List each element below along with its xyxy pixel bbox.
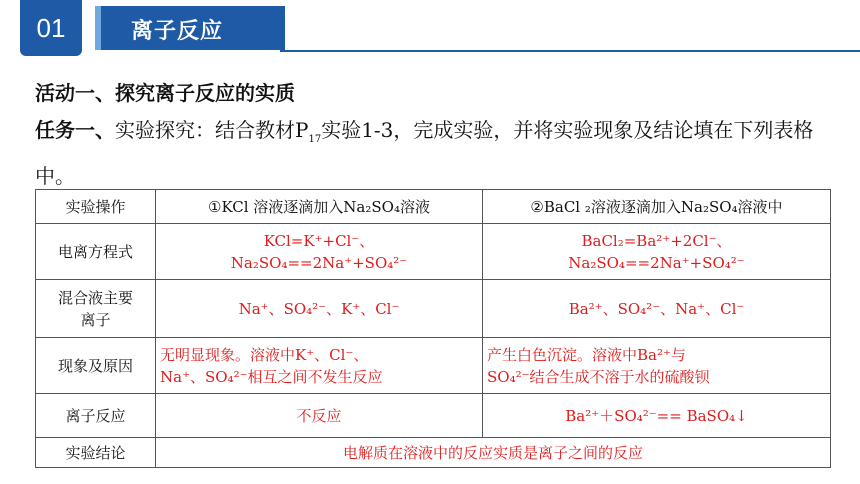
- table-row: [36, 190, 831, 224]
- banner-accent: [95, 6, 101, 50]
- task-text-a: 实验探究：结合教材P: [115, 118, 309, 142]
- cell-line: Na₂SO₄==2Na⁺+SO₄²⁻: [230, 253, 408, 272]
- row-label-line: 混合液主要: [57, 288, 133, 307]
- cell-exp1: [156, 338, 483, 394]
- table-row: [36, 224, 831, 280]
- cell-exp1: ①KCl 溶液逐滴加入Na₂SO₄溶液: [156, 190, 483, 224]
- header-rule: [280, 50, 860, 52]
- table-row: [36, 438, 831, 468]
- activity-heading: 活动一、探究离子反应的实质: [35, 81, 295, 105]
- cell-exp1: 不反应: [156, 394, 483, 438]
- cell-exp1: [156, 224, 483, 280]
- section-title: 离子反应: [131, 19, 224, 44]
- cell-exp2: Ba²⁺、SO₄²⁻、Na⁺、Cl⁻: [483, 280, 831, 338]
- cell-exp2: ②BaCl ₂溶液逐滴加入Na₂SO₄溶液中: [483, 190, 831, 224]
- cell-line: 无明显现象。溶液中K⁺、Cl⁻、: [160, 345, 369, 364]
- row-label: 实验操作: [36, 190, 156, 224]
- section-title-banner: [95, 6, 285, 50]
- table-row: [36, 280, 831, 338]
- table-row: [36, 394, 831, 438]
- section-number: 01: [36, 12, 66, 43]
- row-label-line: 离子: [80, 310, 111, 329]
- cell-line: SO₄²⁻结合生成不溶于水的硫酸钡: [487, 367, 710, 386]
- task-label: 任务一、: [35, 118, 115, 142]
- task-text-b: 实验1-3，完成实验，并将实验现象及结论填在下列表格中。: [35, 118, 814, 188]
- row-label: 电离方程式: [36, 224, 156, 280]
- cell-line: Na⁺、SO₄²⁻相互之间不发生反应: [160, 367, 383, 386]
- row-label: 离子反应: [36, 394, 156, 438]
- cell-exp2: [483, 338, 831, 394]
- cell-line: Na₂SO₄==2Na⁺+SO₄²⁻: [568, 253, 745, 272]
- cell-line: 产生白色沉淀。溶液中Ba²⁺与: [487, 345, 686, 364]
- cell-exp1: Na⁺、SO₄²⁻、K⁺、Cl⁻: [156, 280, 483, 338]
- cell-line: KCl=K⁺+Cl⁻、: [263, 231, 375, 250]
- experiment-table: [35, 189, 831, 468]
- row-label: 实验结论: [36, 438, 156, 468]
- row-label: 现象及原因: [36, 338, 156, 394]
- cell-line: BaCl₂=Ba²⁺+2Cl⁻、: [581, 231, 732, 250]
- task-paragraph: [35, 112, 835, 194]
- cell-conclusion: 电解质在溶液中的反应实质是离子之间的反应: [156, 438, 831, 468]
- table-row: [36, 338, 831, 394]
- cell-exp2: Ba²⁺＋SO₄²⁻== BaSO₄↓: [483, 394, 831, 438]
- section-number-badge: [20, 0, 82, 56]
- row-label: [36, 280, 156, 338]
- cell-exp2: [483, 224, 831, 280]
- task-page-sub: 17: [308, 134, 322, 145]
